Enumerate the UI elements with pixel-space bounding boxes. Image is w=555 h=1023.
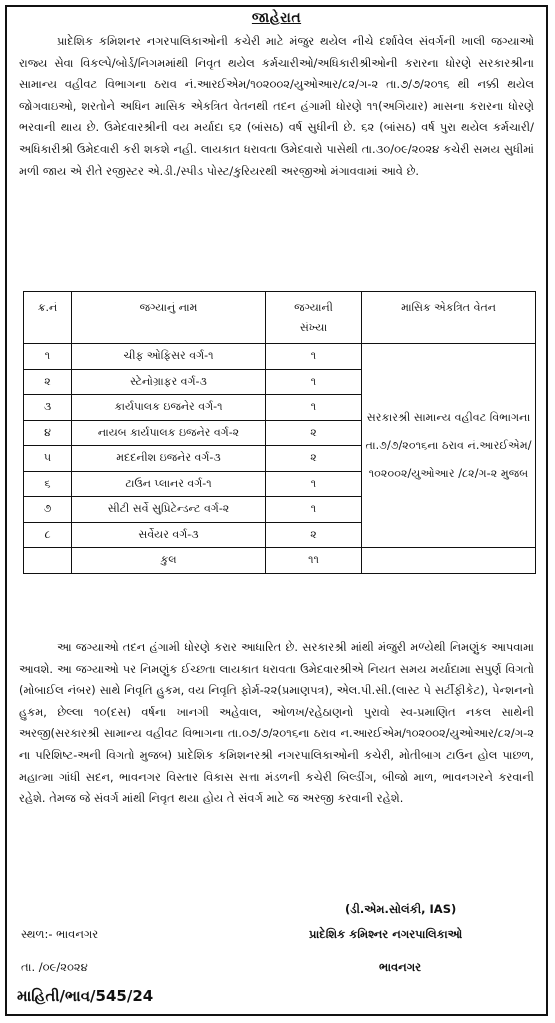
row-post-name: ટાઉન પ્લાનર વર્ગ-૧ (72, 471, 266, 497)
header-monthly-salary: માસિક એકત્રિત વેતન (362, 292, 536, 344)
place-line: સ્થળ:- ભાવનગર (21, 927, 99, 941)
row-serial: ૨ (24, 369, 72, 395)
row-post-count: ૧ (266, 395, 362, 421)
row-post-name: નાયબ કાર્યપાલક ઇજનેર વર્ગ-૨ (72, 420, 266, 446)
table-row (24, 344, 536, 370)
vacancy-table (23, 291, 536, 574)
row-post-count: ૧ (266, 471, 362, 497)
total-serial-empty (24, 548, 72, 574)
salary-note: સરકારશ્રી સામાન્ય વહીવટ વિભાગના તા.૭/૭/૨૦૧૬ના ઠરાવ નં.આરઈએમ/૧૦૨૦૦૨/યુઓઆર /૮૨/ગ-૨ મુજબ (362, 344, 536, 548)
date-line: તા. /૦૯/૨૦૨૪ (21, 960, 88, 974)
row-post-name: સ્ટેનોગ્રાફર વર્ગ-૩ (72, 369, 266, 395)
vacancy-table-header (24, 292, 536, 344)
total-label: કુલ (72, 548, 266, 574)
signer-name: (ડી.એમ.સોલંકી, IAS) (345, 902, 457, 916)
row-post-name: મદદનીશ ઇજનેર વર્ગ-૩ (72, 446, 266, 472)
notice-paragraph-instructions: આ જગ્યાઓ તદન હંગામી ધોરણે કરાર આધારિત છે. સરકારશ્રી માંથી મંજુરી મળ્યેથી નિમણુંક આપવામા આવશે. આ જગ્યાઓ પર નિમણુંક ઈચ્છતા લાયકાત ધરાવતા ઉમેદવારશ્રીએ નિયત સમય મર્યાદામા સપુર્ણ વિગતો (મોબાઈલ નંબર) સાથે નિવૃતિ હુકમ, વય નિવૃતિ ફોર્મ-૨૨(પ્રમાણપત્ર), એલ.પી.સી.(લાસ્ટ પે સર્ટીફીકેટ), પેન્શનનો હુકમ, છેલ્લા ૧૦(દસ) વર્ષના ખાનગી અહેવાલ, ઓળખ/રહેઠાણનો પુરાવો સ્વ-પ્રમાણિત નકલ સાથેની અરજી(સરકારશ્રી સામાન્ય વહીવટ વિભાગના તા.૦૭/૭/૨૦૧૬ના ઠરાવ ન.આરઈએમ/૧૦૨૦૦૨/યુઓઆર/૮૨/ગ-૨ ના પરિશિષ્ટ-અની વિગતો મુજબ) પ્રાદેશિક કમિશનરશ્રી નગરપાલિકાઓની કચેરી, મોતીબાગ ટાઉન હોલ પાછળ, મહાત્મા ગાંધી સદન, ભાવનગર વિસ્તાર વિકાસ સત્તા મંડળની કચેરી બિલ્ડીંગ, બીજો માળ, ભાવનગરને કરવાની રહેશે. તેમજ જે સંવર્ગ માંથી નિવૃત થયા હોય તે સંવર્ગ માટે જ અરજી કરવાની રહેશે. (19, 641, 534, 806)
table-total-row (24, 548, 536, 574)
notice-paragraph-intro: પ્રાદેશિક કમિશનર નગરપાલિકાઓની કચેરી માટે મંજુર થયેલ નીચે દર્શાવેલ સંવર્ગની ખાલી જગ્યાઓ રાજ્ય સેવા વિકલ્પે/બોર્ડ/નિગમમાંથી નિવૃત થયેલ કર્મચારીઓ/અધિકારીશ્રીઓની કરારના ધોરણે સરકારશ્રીના સામાન્ય વહીવટ વિભાગના ઠરાવ નં.આરઈએમ/૧૦૨૦૦૨/યુઓઆર/૮૨/ગ-૨ તા.૭/૭/૨૦૧૬ થી નક્કી થયેલ જોગવાઇઓ, શરતોને અધિન માસિક એકત્રિત વેતનથી તદન હંગામી ધોરણે ૧૧(અગિયાર) માસના કરારના ધોરણે ભરવાની થાય છે. ઉમેદવારશ્રીની વય મર્યાદા ૬૨ (બાંસઠ) વર્ષ સુધીની છે. ૬૨ (બાંસઠ) વર્ષ પુરા થયેલ કર્મચારી/અધિકારીશ્રી ઉમેદવારી કરી શકશે નહી. લાયકાત ધરાવતા ઉમેદવારો પાસેથી તા.૩૦/૦૯/૨૦૨૪ કચેરી સમય સુધીમાં મળી જાય એ રીતે રજીસ્ટર એ.ડી./સ્પીડ પોસ્ટ/કુરિયરથી અરજીઓ મંગાવવામાં આવે છે. (19, 35, 534, 178)
notice-sheet (5, 5, 548, 1016)
notice-heading: જાહેરાત (251, 10, 302, 26)
row-post-count: ૧ (266, 369, 362, 395)
row-serial: ૫ (24, 446, 72, 472)
row-post-count: ૨ (266, 522, 362, 548)
row-post-name: સીટી સર્વે સુપ્રિટેન્ડન્ટ વર્ગ-૨ (72, 497, 266, 523)
row-post-name: ચીફ ઓફિસર વર્ગ-૧ (72, 344, 266, 370)
info-reference-code: માહિતી/ભાવ/545/24 (17, 987, 154, 1005)
row-serial: ૮ (24, 522, 72, 548)
header-post-count: જગ્યાની સંખ્યા (266, 292, 362, 344)
row-serial: ૬ (24, 471, 72, 497)
total-value: ૧૧ (266, 548, 362, 574)
row-serial: ૭ (24, 497, 72, 523)
header-serial: ક્ર.નં (24, 292, 72, 344)
signer-title: પ્રાદેશિક કમિશ્નર નગરપાલિકાઓ (309, 927, 463, 941)
row-post-count: ૨ (266, 420, 362, 446)
row-serial: ૩ (24, 395, 72, 421)
signer-city: ભાવનગર (379, 960, 422, 974)
row-post-count: ૨ (266, 446, 362, 472)
row-post-count: ૧ (266, 344, 362, 370)
row-post-count: ૧ (266, 497, 362, 523)
row-serial: ૪ (24, 420, 72, 446)
total-salary-empty (362, 548, 536, 574)
row-serial: ૧ (24, 344, 72, 370)
header-post-name: જગ્યાનું નામ (72, 292, 266, 344)
row-post-name: સર્વેયર વર્ગ-૩ (72, 522, 266, 548)
row-post-name: કાર્યપાલક ઇજનેર વર્ગ-૧ (72, 395, 266, 421)
